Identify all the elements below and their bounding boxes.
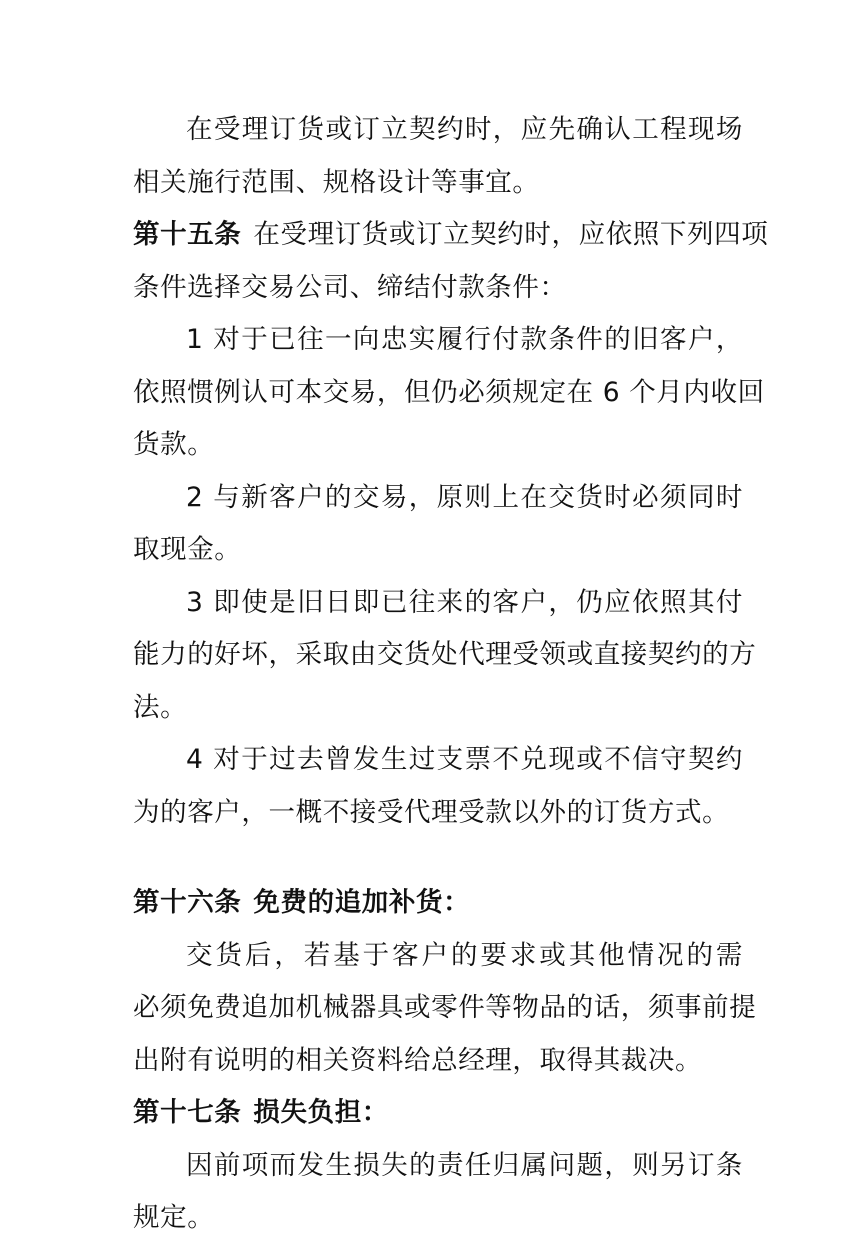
article-16-heading: 第十六条: [133, 887, 242, 918]
condition-item-4: [133, 734, 743, 839]
article-15: [133, 209, 769, 314]
text-line: 依照惯例认可本交易，但仍必须规定在 6 个月内收回: [133, 376, 765, 408]
text-line: 因前项而发生损失的责任归属问题，则另订条: [186, 1149, 743, 1181]
text-line: 3 即使是旧日即已往来的客户，仍应依照其付: [186, 586, 743, 618]
article-15-text: 在受理订货或订立契约时，应依照下列四项: [253, 219, 769, 250]
condition-item-2: [133, 472, 743, 577]
text-line: [133, 209, 769, 262]
text-line: 取现金。: [133, 534, 242, 565]
text-line: 能力的好坏，采取由交货处代理受领或直接契约的方: [133, 639, 757, 670]
text-line: 条件选择交易公司、缔结付款条件：: [133, 271, 567, 303]
article-16-title: 免费的追加补货：: [253, 887, 471, 918]
text-line: 2 与新客户的交易，原则上在交货时必须同时: [186, 481, 743, 513]
article-17: [133, 1087, 743, 1245]
intro-paragraph: [133, 104, 743, 209]
article-17-heading: 第十七条: [133, 1097, 242, 1128]
text-line: [133, 1087, 743, 1140]
article-15-heading: 第十五条: [133, 219, 242, 250]
text-line: 在受理订货或订立契约时，应先确认工程现场: [186, 114, 743, 145]
article-16: [133, 877, 757, 1087]
condition-item-1: [133, 314, 765, 472]
document-page: [133, 104, 769, 1245]
text-line: 出附有说明的相关资料给总经理，取得其裁决。: [133, 1044, 703, 1076]
text-line: [133, 877, 743, 930]
text-line: 规定。: [133, 1202, 215, 1233]
text-line: 为的客户，一概不接受代理受款以外的订货方式。: [133, 796, 730, 828]
condition-item-3: [133, 577, 757, 735]
text-line: 相关施行范围、规格设计等事宜。: [133, 166, 540, 198]
text-line: 4 对于过去曾发生过支票不兑现或不信守契约: [186, 744, 743, 775]
text-line: 法。: [133, 691, 188, 723]
text-line: 交货后，若基于客户的要求或其他情况的需: [186, 939, 743, 971]
text-line: 货款。: [133, 429, 215, 460]
article-17-title: 损失负担：: [253, 1097, 389, 1128]
paragraph-spacer: [133, 839, 743, 877]
text-line: 1 对于已往一向忠实履行付款条件的旧客户，: [186, 324, 743, 355]
text-line: 必须免费追加机械器具或零件等物品的话，须事前提: [133, 992, 757, 1023]
